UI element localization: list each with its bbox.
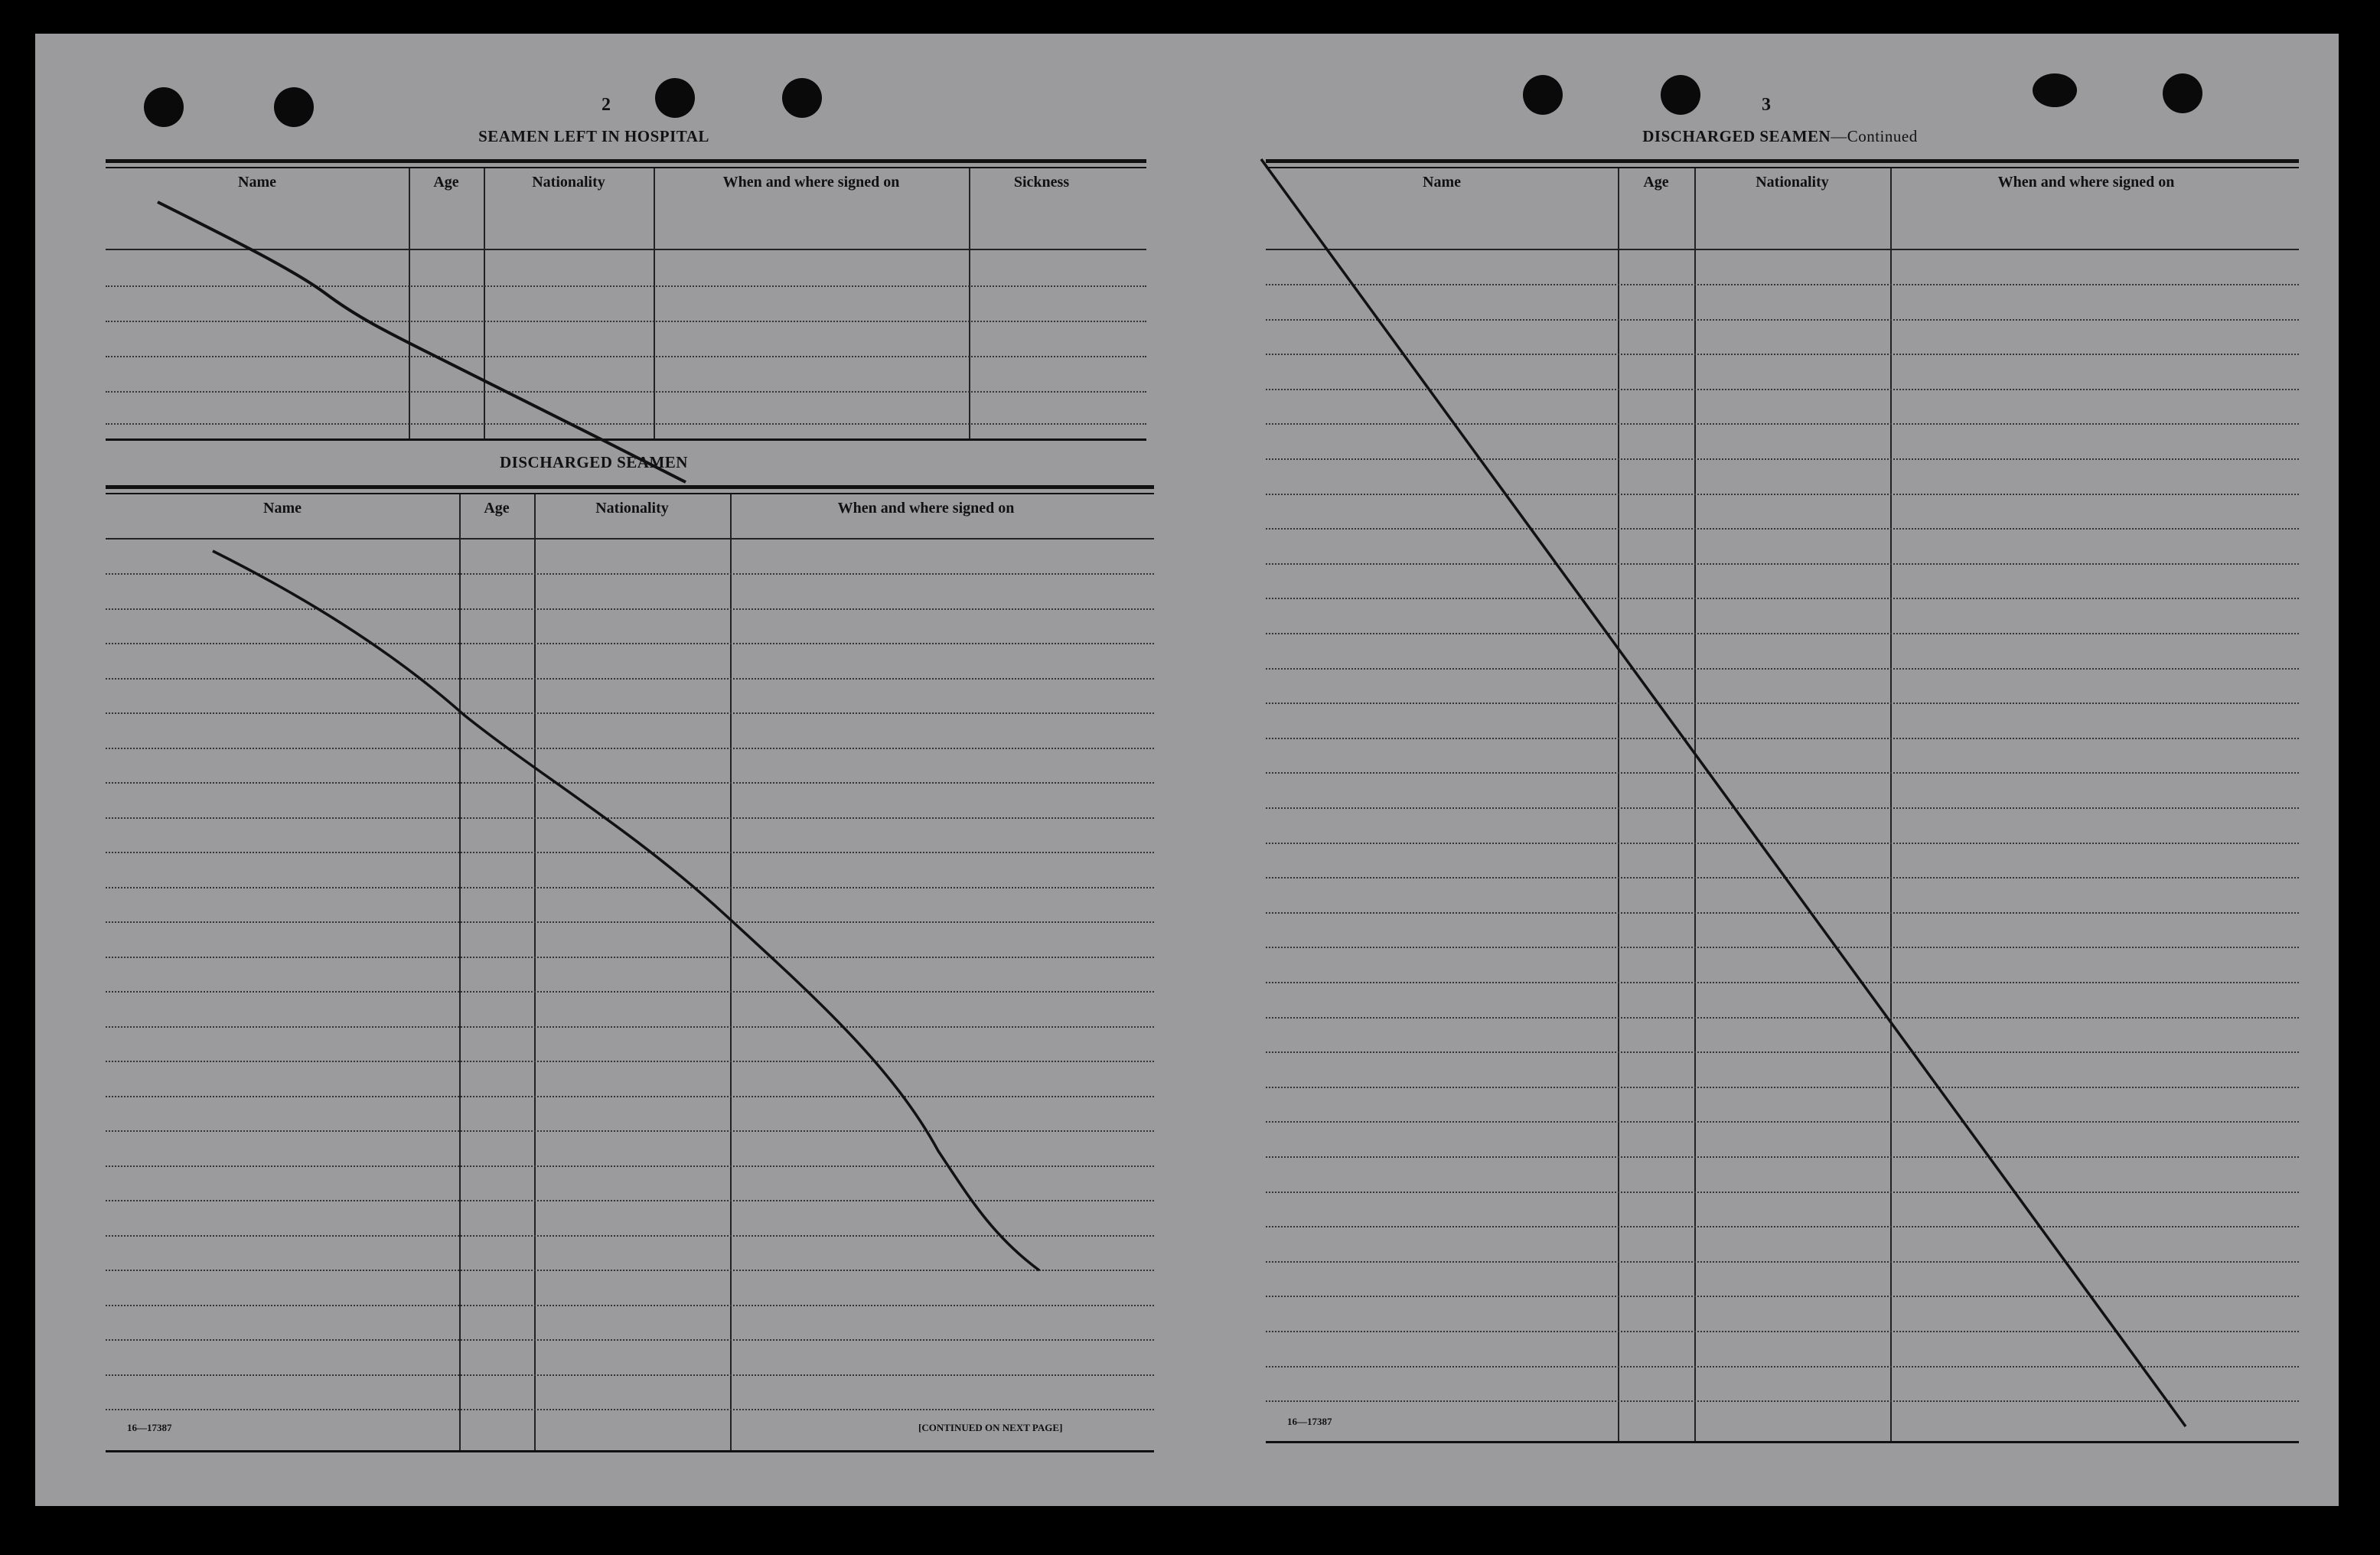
column-header-age: Age	[433, 174, 459, 191]
page-number-right: 3	[1762, 95, 1771, 115]
strike-line-hospital	[158, 202, 686, 482]
discharged-section-title: DISCHARGED SEAMEN	[500, 453, 688, 471]
cancellation-strikes	[35, 34, 2339, 1506]
title-suffix: —Continued	[1831, 127, 1918, 145]
column-header-signed-on: When and where signed on	[837, 500, 1015, 517]
column-header-signed-on: When and where signed on	[722, 174, 900, 191]
strike-line-discharged-right	[1261, 159, 2186, 1426]
page-number-left: 2	[602, 95, 611, 115]
strike-line-discharged-left	[213, 551, 1039, 1270]
column-header-sickness: Sickness	[1013, 174, 1070, 191]
column-header-name: Name	[263, 500, 302, 517]
column-header-age: Age	[484, 500, 510, 517]
form-number-right: 16—17387	[1287, 1416, 1332, 1427]
column-header-nationality: Nationality	[1756, 174, 1829, 191]
column-header-age: Age	[1643, 174, 1669, 191]
document-sheet	[35, 34, 2339, 1506]
column-header-name: Name	[1423, 174, 1461, 191]
column-header-name: Name	[238, 174, 276, 191]
title-main: DISCHARGED SEAMEN	[1642, 127, 1831, 145]
continued-note: [CONTINUED ON NEXT PAGE]	[918, 1422, 1063, 1433]
column-header-nationality: Nationality	[532, 174, 605, 191]
form-number-left: 16—17387	[127, 1422, 172, 1433]
column-header-nationality: Nationality	[595, 500, 669, 517]
column-header-signed-on: When and where signed on	[1997, 174, 2175, 191]
hospital-section-title: SEAMEN LEFT IN HOSPITAL	[478, 127, 709, 145]
